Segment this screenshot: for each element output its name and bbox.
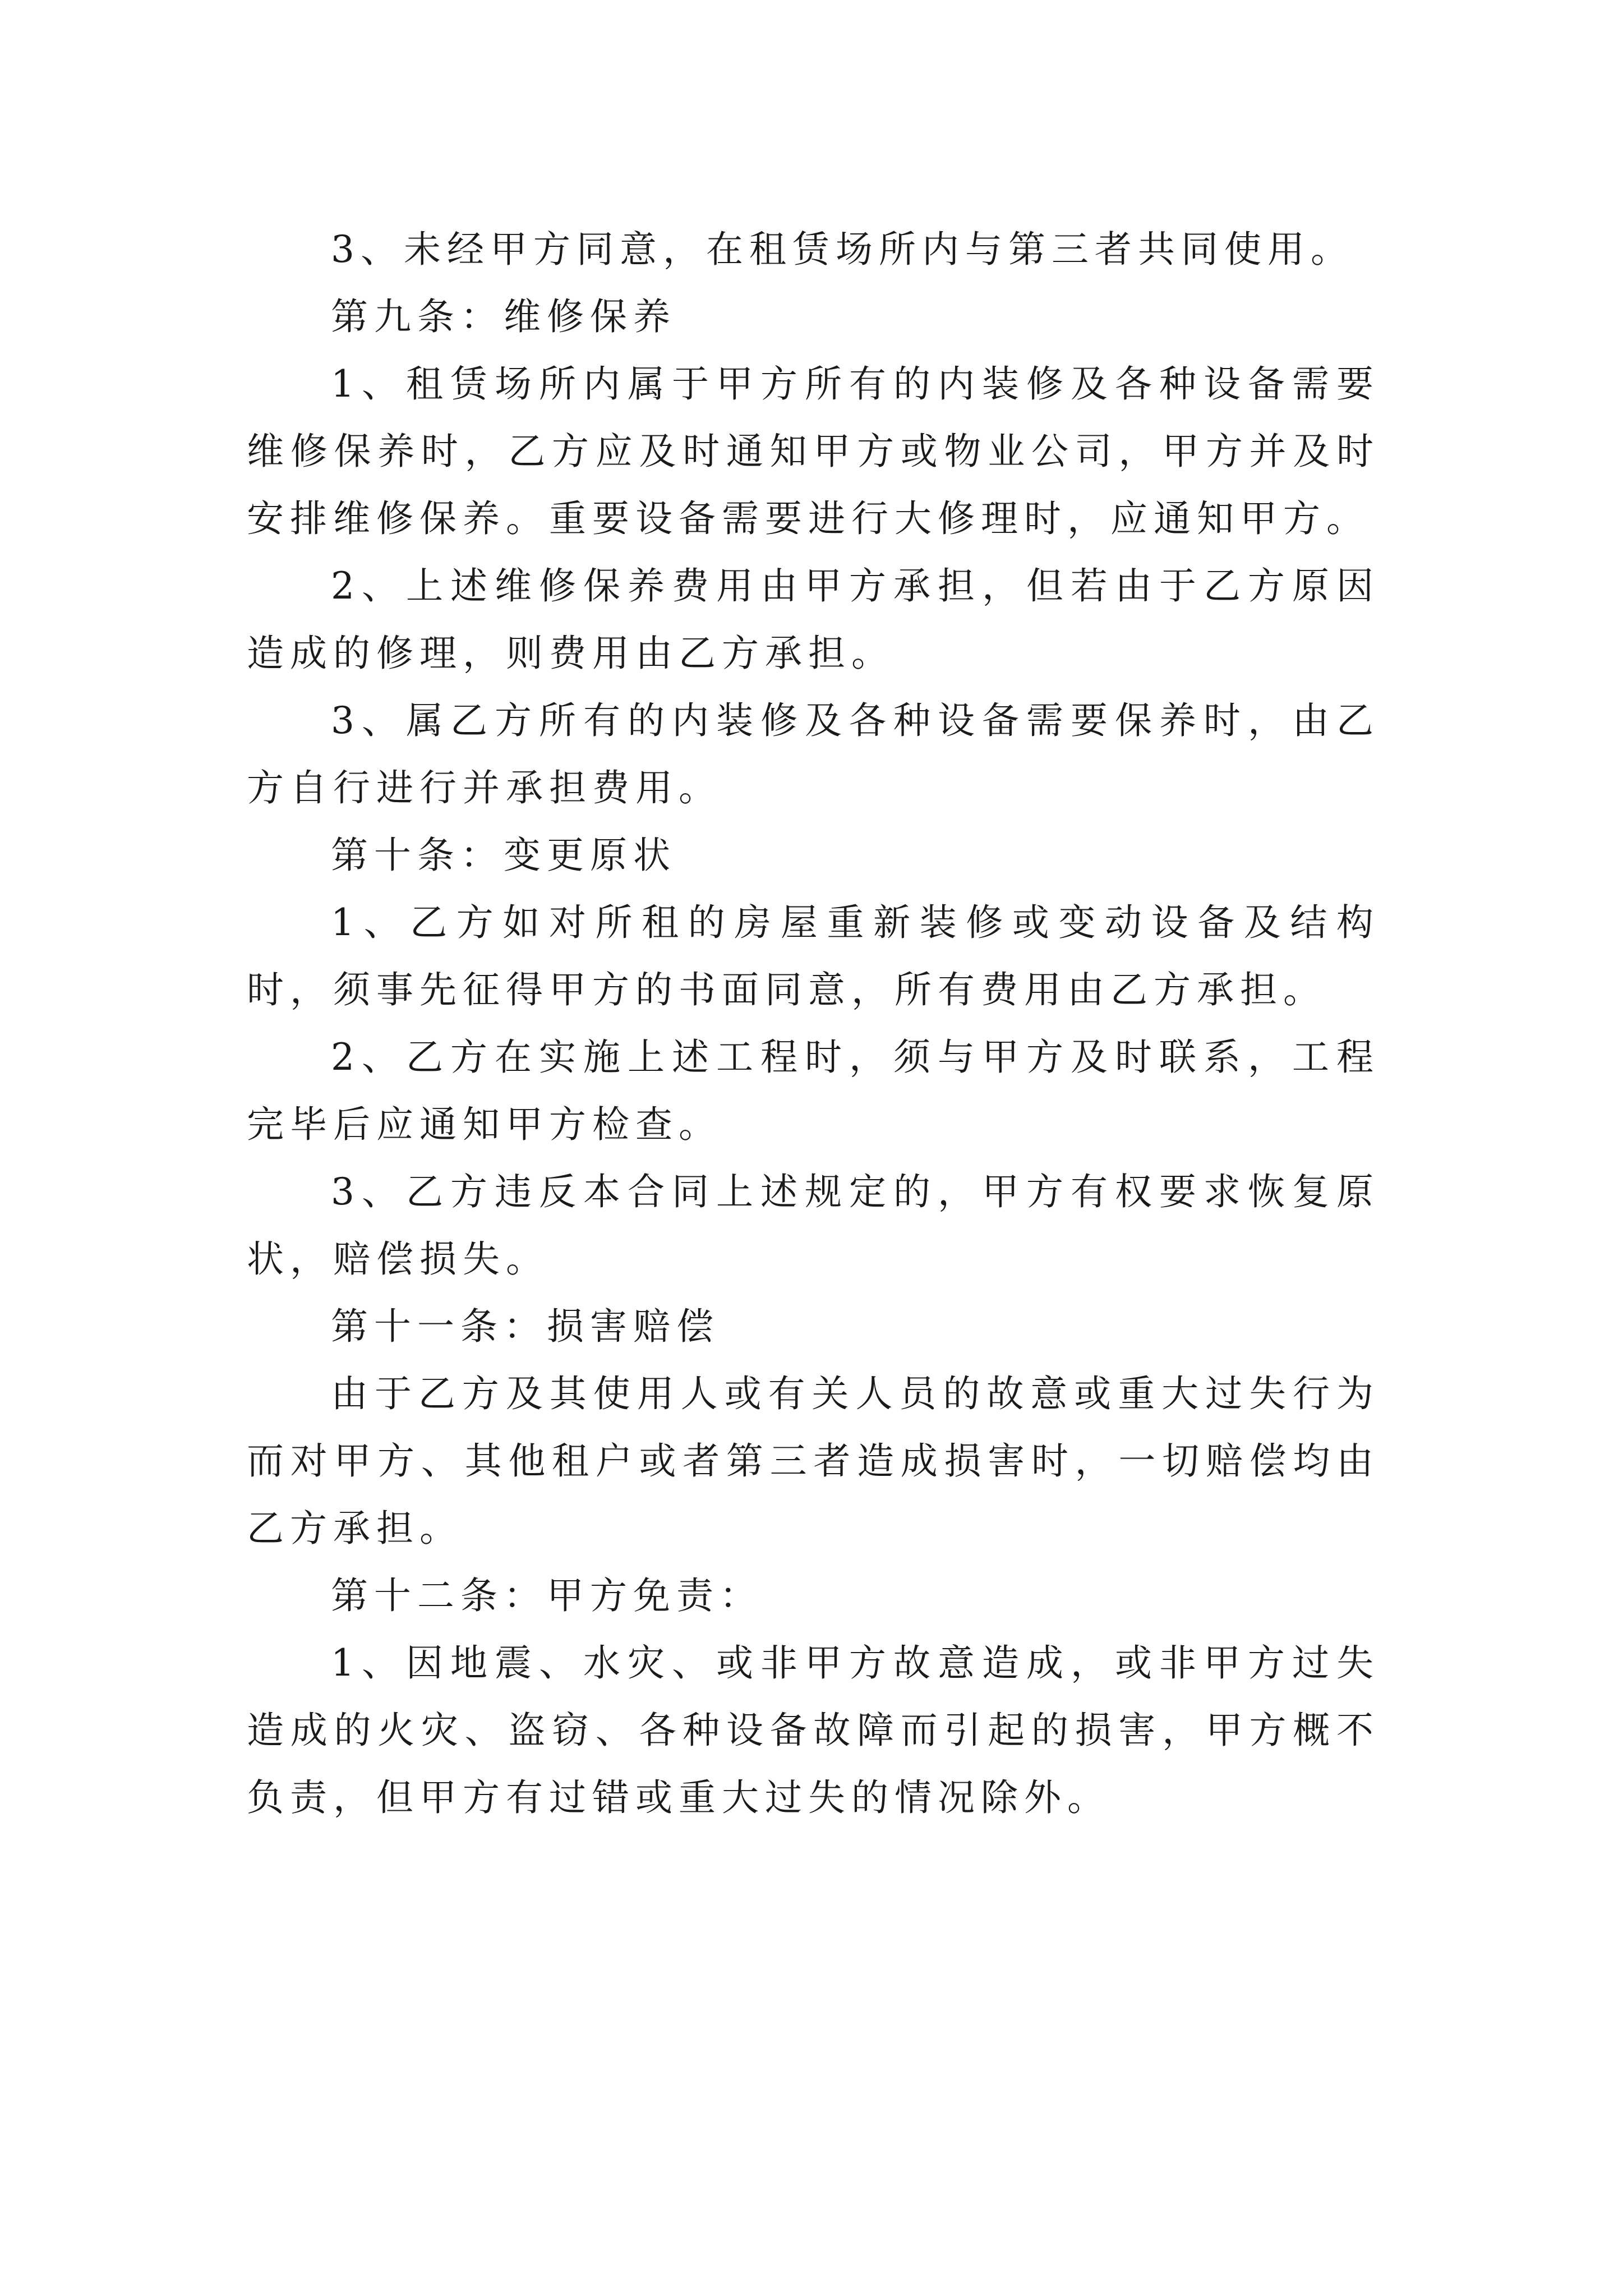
paragraph-clause-9-item-1: 1、租赁场所内属于甲方所有的内装修及各种设备需要维修保养时，乙方应及时通知甲方或物业公司，甲方并及时安排维修保养。重要设备需要进行大修理时，应通知甲方。 <box>247 362 1380 540</box>
heading-article-12: 第十二条：甲方免责： <box>331 1574 763 1617</box>
paragraph-clause-10-item-3: 3、乙方违反本合同上述规定的，甲方有权要求恢复原状，赔偿损失。 <box>247 1170 1380 1281</box>
paragraph-clause-9-item-2: 2、上述维修保养费用由甲方承担，但若由于乙方原因造成的修理，则费用由乙方承担。 <box>247 564 1380 675</box>
document-body <box>247 216 1380 1832</box>
paragraph-clause-11: 由于乙方及其使用人或有关人员的故意或重大过失行为而对甲方、其他租户或者第三者造成损害时，一切赔偿均由乙方承担。 <box>247 1372 1380 1550</box>
heading-article-9: 第九条：维修保养 <box>331 295 676 338</box>
paragraph-clause-10-item-2: 2、乙方在实施上述工程时，须与甲方及时联系，工程完毕后应通知甲方检查。 <box>247 1036 1380 1146</box>
paragraph-clause-10-item-1: 1、乙方如对所租的房屋重新装修或变动设备及结构时，须事先征得甲方的书面同意，所有费用由乙方承担。 <box>247 901 1380 1011</box>
paragraph-clause-8-item-3: 3、未经甲方同意，在租赁场所内与第三者共同使用。 <box>331 228 1354 271</box>
paragraph-clause-12-item-1: 1、因地震、水灾、或非甲方故意造成，或非甲方过失造成的火灾、盗窃、各种设备故障而引起的损害，甲方概不负责，但甲方有过错或重大过失的情况除外。 <box>247 1641 1380 1819</box>
heading-article-10: 第十条：变更原状 <box>331 834 676 877</box>
heading-article-11: 第十一条：损害赔偿 <box>331 1305 720 1348</box>
paragraph-clause-9-item-3: 3、属乙方所有的内装修及各种设备需要保养时，由乙方自行进行并承担费用。 <box>247 699 1380 809</box>
